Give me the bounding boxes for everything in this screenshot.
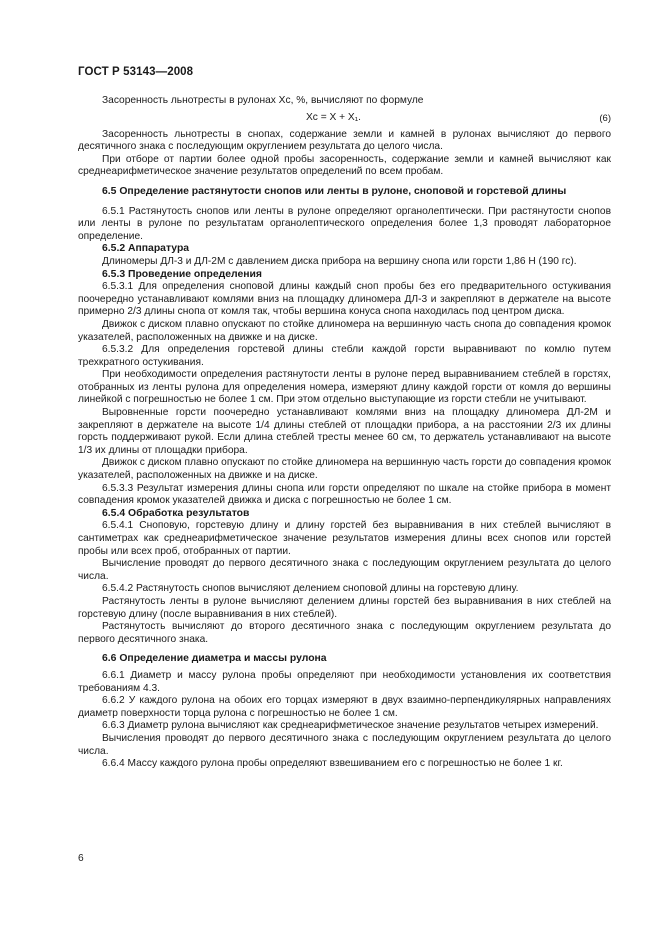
formula-expression: Хс = Х + Х₁. [306,111,361,123]
paragraph: 6.5.4.2 Растянутость снопов вычисляют делением сноповой длины на горстевую длину. [102,583,519,595]
paragraph: 6.5.4.1 Сноповую, горстевую длину и длину горстей без выравнивания в них стеблей вычисляют в сантиметрах как среднеарифметическое значение результатов измерения длины всех снопов или горстей пробы или всех проб, отобранных от партии. [78,520,611,557]
paragraph: 6.6.3 Диаметр рулона вычисляют как среднеарифметическое значение результатов четырех измерений. [102,720,599,732]
paragraph: Вычисления проводят до первого десятичного знака с последующим округлением результата до целого числа. [78,732,611,757]
paragraph: Движок с диском плавно опускают по стойке длиномера на вершинную часть горсти до совпадения кромок указателей, расположенных на движке и на диске. [78,457,611,482]
spacer [78,646,611,653]
paragraph: Движок с диском плавно опускают по стойке длиномера на вершинную часть снопа до совпадения кромок указателей, расположенных на движке и на диске. [78,318,611,343]
section-heading: 6.6 Определение диаметра и массы рулона [102,653,327,665]
section-heading: 6.5 Определение растянутости снопов или ленты в рулоне, сноповой и горстевой длины [102,185,567,197]
section-heading: 6.5.3 Проведение определения [102,268,262,280]
paragraph: 6.5.3.2 Для определения горстевой длины стебли каждой горсти выравнивают по комлю путем трехкратного остукивания. [78,344,611,368]
standard-header: ГОСТ Р 53143—2008 [78,66,194,78]
document-body [78,95,611,771]
paragraph: 6.6.1 Диаметр и массу рулона пробы определяют при необходимости установления их соответствия требованиям 4.3. [78,669,611,694]
paragraph: 6.6.2 У каждого рулона на обоих его торцах измеряют в двух взаимно-перпендикулярных направлениях диаметр поверхности торца рулона с погрешностью не более 1 см. [78,695,611,719]
spacer [78,179,611,186]
paragraph: Выровненные горсти поочередно устанавливают комлями вниз на площадку длиномера ДЛ-2М и закрепляют в держателе на высоте 1/4 длины стеблей от площадки прибора, а на расстоянии 2/3 их длины горсть поддерживают рукой. Если длина стеблей тресты менее 60 см, то держатель устанавливают на высоте 1/3 их длины от площадки прибора. [78,407,611,456]
paragraph: 6.6.4 Массу каждого рулона пробы определяют взвешиванием его с погрешностью не более 1 кг. [102,758,563,770]
paragraph: 6.5.1 Растянутость снопов или ленты в рулоне определяют органолептически. При растянутости снопов или ленты в рулоне по результатам органолептического определения более 1,3 проводят лабораторное определение. [78,205,611,242]
paragraph: 6.5.3.3 Результат измерения длины снопа или горсти определяют по шкале на стойке прибора в момент совпадения кромок указателей движка и диска с погрешностью не более 1 см. [78,482,611,507]
formula [78,110,611,128]
paragraph: Вычисление проводят до первого десятичного знака с последующим округлением результата до целого числа. [78,558,611,582]
section-heading: 6.5.2 Аппаратура [102,243,190,255]
paragraph: При отборе от партии более одной пробы засоренность, содержание земли и камней вычисляют как среднеарифметическое значение результатов определений по всем пробам. [78,153,611,178]
paragraph: Длиномеры ДЛ-3 и ДЛ-2М с давлением диска прибора на вершину снопа или горсти 1,86 Н (190 гс). [102,255,577,267]
page-number: 6 [78,853,84,864]
paragraph: При необходимости определения растянутости ленты в рулоне перед выравниванием стеблей в горстях, отобранных из ленты рулона для определения номера, измеряют длину каждой горсти от комля до вершины линейкой с погрешностью не более 1 см. При этом отдельно выступающие из горсти стебли не учитывают. [78,369,611,406]
formula-number: (6) [599,112,611,124]
section-heading: 6.5.4 Обработка результатов [102,507,250,519]
spacer [78,199,611,206]
paragraph: Растянутость ленты в рулоне вычисляют делением длины горстей без выравнивания в них стеблей на горстевую длину (после выравнивания в них стеблей). [78,595,611,620]
paragraph: 6.5.3.1 Для определения сноповой длины каждый сноп пробы без его предварительного остукивания поочередно устанавливают комлями вниз на площадку длиномера ДЛ-3 и закрепляют в держателе на высоте примерно 2/3 длины снопа от комля так, чтобы вершина конуса снопа находилась под центром диска. [78,281,611,318]
paragraph: Засоренность льнотресты в рулонах Хс, %, вычисляют по формуле [102,95,424,106]
paragraph: Растянутость вычисляют до второго десятичного знака с последующим округлением результата до первого десятичного знака. [78,621,611,645]
paragraph: Засоренность льнотресты в снопах, содержание земли и камней в рулонах вычисляют до первого десятичного знака с последующим округлением результата до целого числа. [78,128,611,153]
